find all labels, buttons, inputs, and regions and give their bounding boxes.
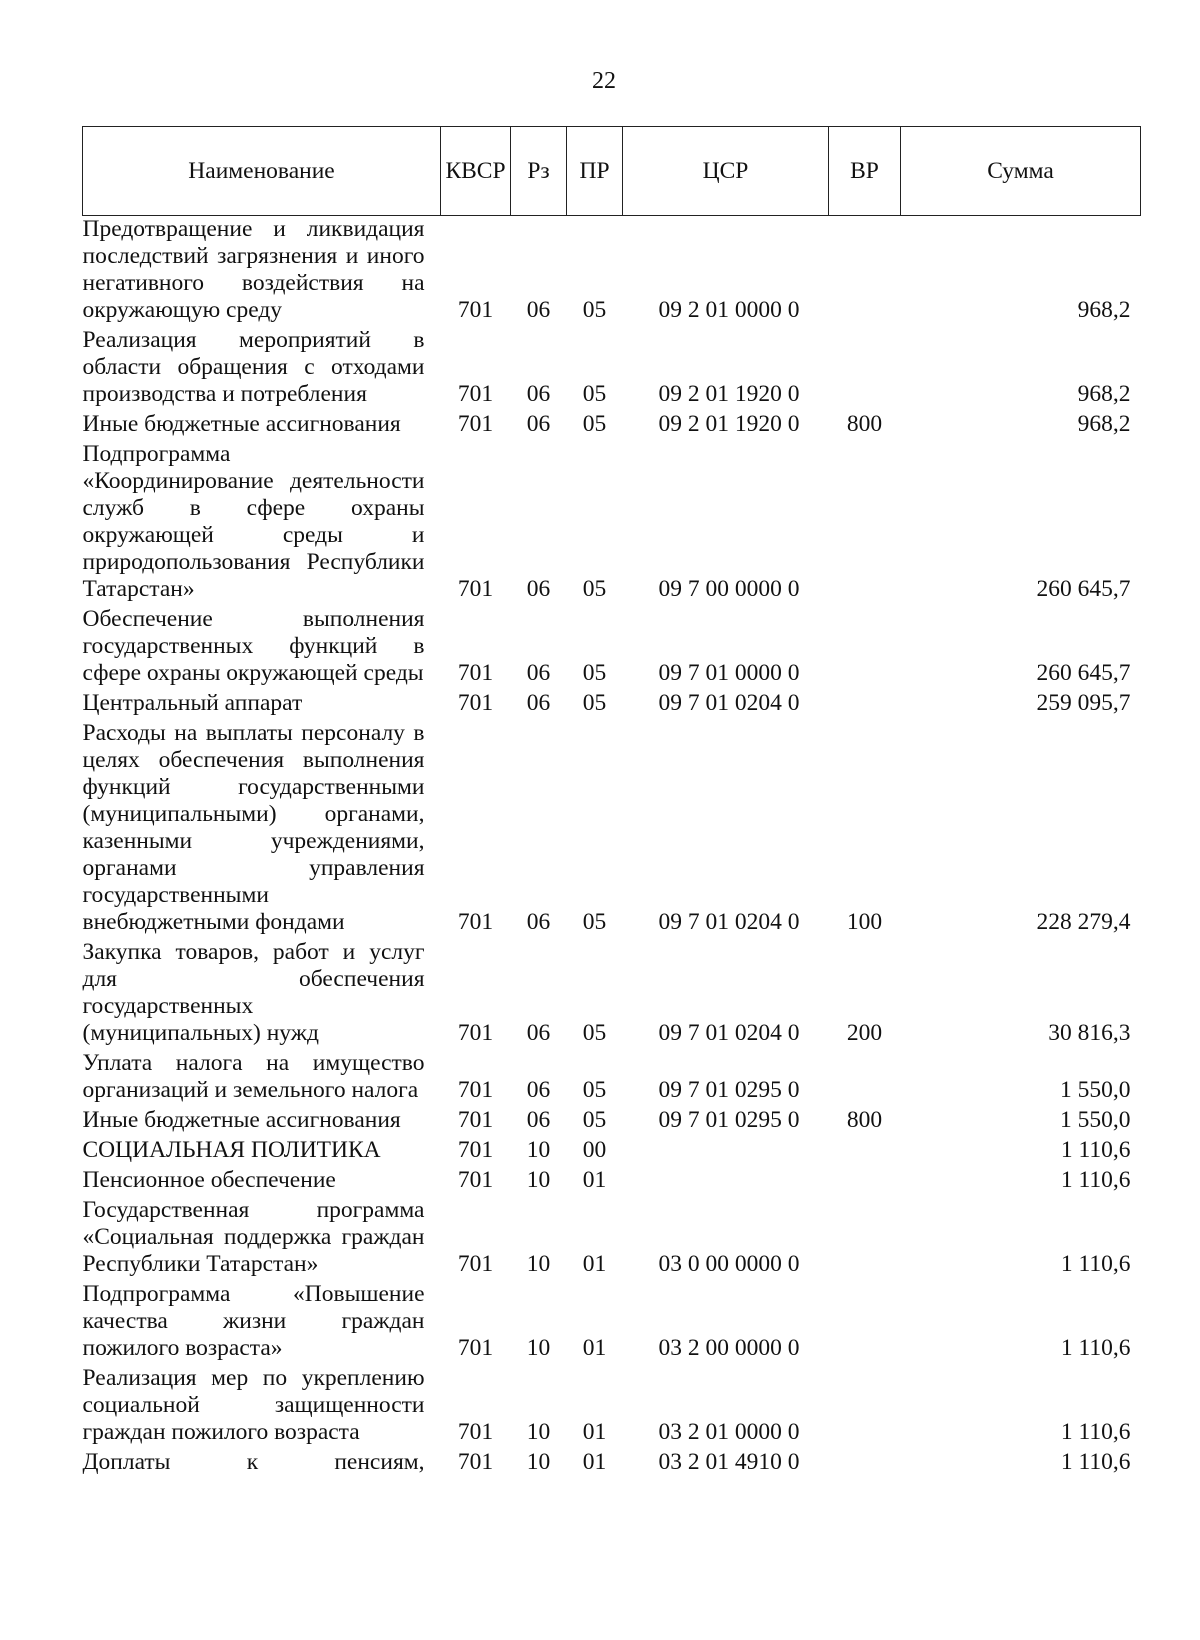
- row-pr: 05: [582, 1020, 607, 1046]
- row-pr: 05: [582, 1077, 607, 1103]
- row-sum: 968,2: [1077, 381, 1131, 407]
- table-row: [83, 720, 1141, 939]
- table-row: [83, 690, 1141, 720]
- row-pr: 01: [582, 1449, 607, 1475]
- row-rz: 06: [526, 1077, 551, 1103]
- header-pr: ПР: [567, 127, 623, 216]
- row-kvsr: 701: [457, 1167, 494, 1193]
- row-sum: 228 279,4: [1036, 909, 1131, 935]
- table-row: [83, 606, 1141, 690]
- row-vr: [829, 690, 901, 720]
- header-rz: Рз: [511, 127, 567, 216]
- row-csr: [623, 1167, 829, 1197]
- row-name: Реализация мероприятий в области обращения с отходами производства и потребления: [82, 327, 425, 407]
- row-kvsr: 701: [457, 690, 494, 716]
- row-vr: [829, 1197, 901, 1281]
- row-pr: 05: [582, 297, 607, 323]
- row-name: Закупка товаров, работ и услуг для обеспечения государственных (муниципальных) нужд: [82, 939, 425, 1046]
- row-csr: 09 7 01 0204 0: [658, 690, 800, 716]
- row-name: Обеспечение выполнения государственных функций в сфере охраны окружающей среды: [82, 606, 425, 686]
- row-pr: 05: [582, 1107, 607, 1133]
- row-csr: 09 2 01 1920 0: [658, 411, 800, 437]
- row-vr: [829, 216, 901, 328]
- header-name: Наименование: [83, 127, 441, 216]
- row-vr: 800: [846, 1107, 883, 1133]
- row-rz: 10: [526, 1137, 551, 1163]
- row-sum: 1 110,6: [1060, 1449, 1131, 1475]
- row-kvsr: 701: [457, 1137, 494, 1163]
- row-sum: 1 550,0: [1060, 1107, 1131, 1133]
- row-name: Доплаты к пенсиям,: [82, 1449, 425, 1475]
- row-rz: 06: [526, 411, 551, 437]
- row-rz: 10: [526, 1449, 551, 1475]
- row-name: Государственная программа «Социальная поддержка граждан Республики Татарстан»: [82, 1197, 425, 1277]
- table-row: [83, 1281, 1141, 1365]
- row-kvsr: 701: [457, 1077, 494, 1103]
- table-row: [83, 1449, 1141, 1479]
- row-kvsr: 701: [457, 1020, 494, 1046]
- row-kvsr: 701: [457, 381, 494, 407]
- row-name: Подпрограмма «Повышение качества жизни граждан пожилого возраста»: [82, 1281, 425, 1361]
- table-row: [83, 441, 1141, 606]
- row-vr: 100: [846, 909, 883, 935]
- budget-table: [82, 126, 1141, 1479]
- row-kvsr: 701: [457, 1107, 494, 1133]
- row-csr: 03 0 00 0000 0: [658, 1251, 800, 1277]
- table-row: [83, 939, 1141, 1050]
- row-kvsr: 701: [457, 297, 494, 323]
- table-row: [83, 1137, 1141, 1167]
- table-row: [83, 411, 1141, 441]
- row-vr: [829, 1050, 901, 1107]
- row-vr: [829, 1449, 901, 1479]
- row-pr: 01: [582, 1419, 607, 1445]
- row-name: Центральный аппарат: [82, 690, 303, 716]
- header-vr: ВР: [829, 127, 901, 216]
- header-sum: Сумма: [901, 127, 1141, 216]
- row-pr: 05: [582, 381, 607, 407]
- row-sum: 1 110,6: [1060, 1167, 1131, 1193]
- row-vr: [829, 606, 901, 690]
- row-pr: 00: [582, 1137, 607, 1163]
- row-pr: 05: [582, 909, 607, 935]
- row-pr: 01: [582, 1335, 607, 1361]
- row-csr: 09 7 01 0295 0: [658, 1077, 800, 1103]
- page-number: 22: [592, 68, 616, 94]
- row-kvsr: 701: [457, 909, 494, 935]
- row-sum: 260 645,7: [1036, 576, 1131, 602]
- row-sum: 1 550,0: [1060, 1077, 1131, 1103]
- row-pr: 05: [582, 660, 607, 686]
- row-name: Иные бюджетные ассигнования: [82, 411, 401, 437]
- row-kvsr: 701: [457, 411, 494, 437]
- row-csr: 09 7 01 0295 0: [658, 1107, 800, 1133]
- row-vr: [829, 1167, 901, 1197]
- row-csr: 09 7 01 0204 0: [658, 909, 800, 935]
- row-kvsr: 701: [457, 660, 494, 686]
- row-sum: 1 110,6: [1060, 1335, 1131, 1361]
- row-sum: 1 110,6: [1060, 1251, 1131, 1277]
- row-rz: 10: [526, 1335, 551, 1361]
- row-csr: 03 2 01 4910 0: [658, 1449, 800, 1475]
- table-row: [83, 1050, 1141, 1107]
- row-sum: 1 110,6: [1060, 1419, 1131, 1445]
- table-header-row: [83, 127, 1141, 216]
- table-row: [83, 216, 1141, 328]
- row-vr: 200: [846, 1020, 883, 1046]
- row-csr: 09 2 01 1920 0: [658, 381, 800, 407]
- row-csr: 03 2 01 0000 0: [658, 1419, 800, 1445]
- row-rz: 06: [526, 1020, 551, 1046]
- row-rz: 06: [526, 576, 551, 602]
- row-rz: 10: [526, 1419, 551, 1445]
- row-rz: 06: [526, 690, 551, 716]
- row-csr: 09 2 01 0000 0: [658, 297, 800, 323]
- table-row: [83, 1167, 1141, 1197]
- row-kvsr: 701: [457, 1335, 494, 1361]
- row-name: Подпрограмма «Координирование деятельности служб в сфере охраны окружающей среды и природопользования Республики Татарстан»: [82, 441, 425, 602]
- row-sum: 260 645,7: [1036, 660, 1131, 686]
- row-sum: 30 816,3: [1048, 1020, 1131, 1046]
- row-csr: 09 7 01 0204 0: [658, 1020, 800, 1046]
- row-rz: 06: [526, 1107, 551, 1133]
- row-name: Реализация мер по укреплению социальной защищенности граждан пожилого возраста: [82, 1365, 425, 1445]
- row-name: Уплата налога на имущество организаций и земельного налога: [82, 1050, 425, 1103]
- row-name: Расходы на выплаты персоналу в целях обеспечения выполнения функций государственными (муниципальными) органами, казенными учреждениями, органами управления государственными внебюджетными фондами: [82, 720, 425, 935]
- row-rz: 10: [526, 1251, 551, 1277]
- row-name: СОЦИАЛЬНАЯ ПОЛИТИКА: [82, 1137, 381, 1163]
- row-vr: [829, 441, 901, 606]
- row-csr: 09 7 00 0000 0: [658, 576, 800, 602]
- row-vr: [829, 1137, 901, 1167]
- row-vr: 800: [846, 411, 883, 437]
- row-pr: 05: [582, 576, 607, 602]
- row-rz: 06: [526, 909, 551, 935]
- row-vr: [829, 327, 901, 411]
- row-vr: [829, 1365, 901, 1449]
- table-row: [83, 1365, 1141, 1449]
- row-rz: 06: [526, 660, 551, 686]
- row-rz: 06: [526, 297, 551, 323]
- row-sum: 968,2: [1077, 297, 1131, 323]
- row-pr: 05: [582, 411, 607, 437]
- row-name: Пенсионное обеспечение: [82, 1167, 336, 1193]
- row-kvsr: 701: [457, 1251, 494, 1277]
- header-csr: ЦСР: [623, 127, 829, 216]
- row-csr: 03 2 00 0000 0: [658, 1335, 800, 1361]
- row-pr: 05: [582, 690, 607, 716]
- row-sum: 259 095,7: [1036, 690, 1131, 716]
- row-name: Предотвращение и ликвидация последствий загрязнения и иного негативного воздействия на окружающую среду: [82, 216, 425, 323]
- row-pr: 01: [582, 1251, 607, 1277]
- header-kvsr: КВСР: [441, 127, 511, 216]
- row-pr: 01: [582, 1167, 607, 1193]
- row-rz: 06: [526, 381, 551, 407]
- table-row: [83, 327, 1141, 411]
- row-rz: 10: [526, 1167, 551, 1193]
- row-kvsr: 701: [457, 1449, 494, 1475]
- row-csr: [623, 1137, 829, 1167]
- row-sum: 968,2: [1077, 411, 1131, 437]
- row-kvsr: 701: [457, 576, 494, 602]
- row-sum: 1 110,6: [1060, 1137, 1131, 1163]
- row-vr: [829, 1281, 901, 1365]
- row-kvsr: 701: [457, 1419, 494, 1445]
- row-name: Иные бюджетные ассигнования: [82, 1107, 401, 1133]
- row-csr: 09 7 01 0000 0: [658, 660, 800, 686]
- table-row: [83, 1107, 1141, 1137]
- table-row: [83, 1197, 1141, 1281]
